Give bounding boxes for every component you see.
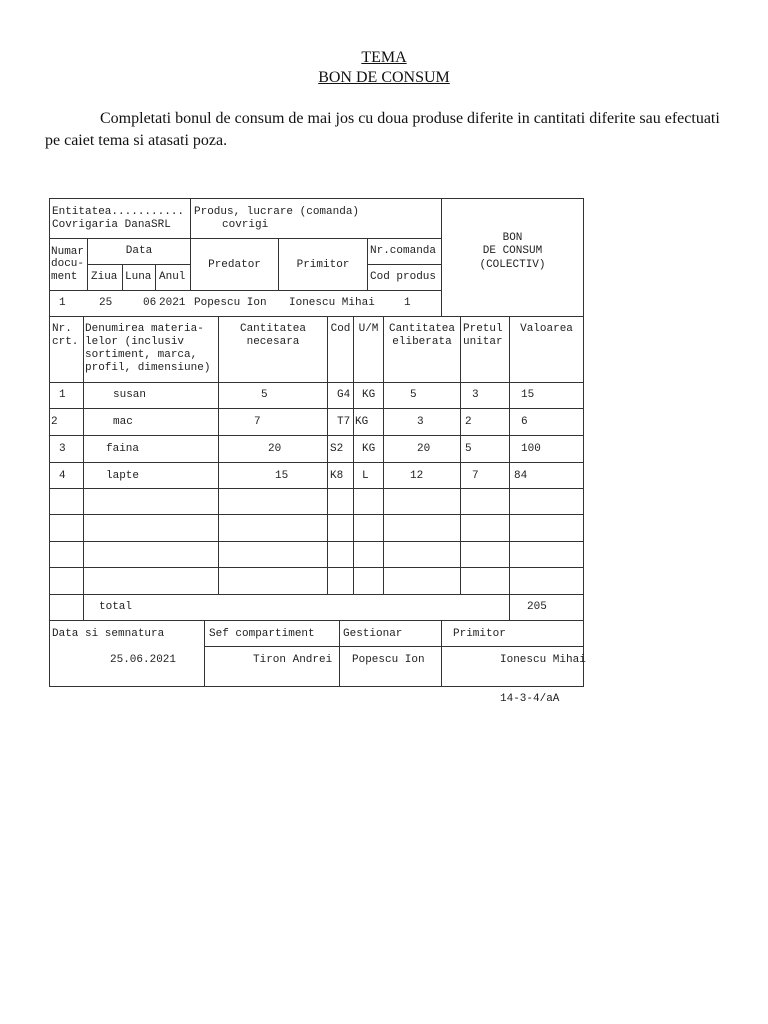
col-denumire-header: Denumirea materia- (85, 323, 204, 335)
order-no-label: Nr.comanda (370, 245, 437, 257)
product-code-label: Cod produs (370, 271, 437, 283)
sef-value: Tiron Andrei (253, 654, 333, 666)
item-name: lapte (106, 470, 140, 482)
item-nr: 3 (59, 443, 66, 455)
item-code: G4 (337, 389, 351, 401)
item-code: T7 (337, 416, 351, 428)
gestionar-value: Popescu Ion (352, 654, 425, 666)
col-um-header: U/M (358, 323, 379, 335)
col-denumire-header: sortiment, marca, (85, 349, 198, 361)
doc-number-label: ment (51, 271, 78, 283)
rule (339, 620, 340, 687)
rule (383, 316, 384, 594)
item-um: KG (362, 389, 376, 401)
col-denumire-header: lelor (inclusiv (85, 336, 185, 348)
item-nr: 2 (51, 416, 58, 428)
item-code: K8 (330, 470, 344, 482)
item-name: faina (106, 443, 140, 455)
rule (155, 264, 156, 290)
doc-number-value: 1 (59, 297, 66, 309)
item-qty-needed: 20 (268, 443, 282, 455)
item-value: 6 (521, 416, 528, 428)
predator-label: Predator (208, 259, 261, 271)
col-cant-eliberata-header: Cantitatea (388, 323, 455, 335)
rule (83, 316, 84, 620)
rule (49, 594, 584, 595)
item-unit-price: 3 (472, 389, 479, 401)
col-cant-eliberata-header: eliberata (392, 336, 452, 348)
rule (49, 435, 584, 436)
item-value: 84 (514, 470, 528, 482)
rule (367, 238, 368, 290)
bon-de-consum-form (49, 198, 584, 687)
item-code: S2 (330, 443, 344, 455)
item-qty-needed: 15 (275, 470, 289, 482)
item-value: 100 (521, 443, 541, 455)
col-valoare-header: Valoarea (520, 323, 573, 335)
total-value: 205 (527, 601, 547, 613)
item-qty-needed: 7 (254, 416, 261, 428)
entity-value: Covrigaria DanaSRL (52, 219, 171, 231)
rule (49, 567, 584, 568)
col-cant-necesara-header: necesara (246, 336, 300, 348)
title-tema: TEMA (361, 49, 407, 66)
item-nr: 1 (59, 389, 66, 401)
primitor-sign-value: Ionescu Mihai (500, 654, 586, 666)
rule (509, 316, 510, 620)
predator-value: Popescu Ion (194, 297, 267, 309)
rule (441, 620, 442, 687)
day-label: Ziua (91, 271, 118, 283)
order-no-value: 1 (404, 297, 411, 309)
day-value: 25 (99, 297, 113, 309)
item-unit-price: 2 (465, 416, 472, 428)
rule (204, 646, 584, 647)
instructions-paragraph: Completati bonul de consum de mai jos cu doua produse diferite in cantitati diferite sau efectuati pe caiet tema si atasati poza. (45, 110, 720, 149)
rule (49, 686, 584, 687)
col-nr-header: Nr. (52, 323, 72, 335)
document-title (0, 48, 768, 88)
col-nr-header: crt. (52, 336, 79, 348)
rule (460, 316, 461, 594)
rule (49, 514, 584, 515)
rule (49, 382, 584, 383)
rule (49, 462, 584, 463)
primitor-sign-label: Primitor (453, 628, 506, 640)
rule (190, 198, 191, 290)
rule (49, 620, 584, 621)
rule (49, 316, 584, 317)
gestionar-label: Gestionar (343, 628, 403, 640)
item-name: mac (113, 416, 133, 428)
doc-number-label: docu- (51, 258, 85, 270)
product-value: covrigi (222, 219, 269, 231)
sef-label: Sef compartiment (209, 628, 315, 640)
form-title-line: DE CONSUM (482, 245, 543, 257)
rule (49, 408, 584, 409)
form-title-line: BON (502, 232, 523, 244)
item-qty-released: 20 (417, 443, 431, 455)
item-nr: 4 (59, 470, 66, 482)
rule (122, 264, 123, 290)
item-qty-released: 12 (410, 470, 424, 482)
product-label: Produs, lucrare (comanda) (194, 206, 360, 218)
rule (49, 198, 50, 687)
rule (87, 264, 190, 265)
month-value: 06 (143, 297, 157, 309)
col-cant-necesara-header: Cantitatea (239, 323, 306, 335)
sign-date-label: Data si semnatura (52, 628, 165, 640)
year-label: Anul (159, 271, 186, 283)
rule (327, 316, 328, 594)
item-qty-released: 5 (410, 389, 417, 401)
rule (218, 316, 219, 594)
rule (49, 238, 441, 239)
rule (49, 541, 584, 542)
form-title-line: (COLECTIV) (479, 259, 546, 271)
item-name: susan (113, 389, 147, 401)
sign-date-value: 25.06.2021 (110, 654, 177, 666)
title-bon-de-consum: BON DE CONSUM (318, 69, 450, 86)
year-value: 2021 (159, 297, 186, 309)
item-unit-price: 7 (472, 470, 479, 482)
col-pret-header: Pretul (463, 323, 503, 335)
col-cod-header: Cod (330, 323, 351, 335)
item-qty-needed: 5 (261, 389, 268, 401)
item-um: L (362, 470, 369, 482)
rule (49, 488, 584, 489)
item-unit-price: 5 (465, 443, 472, 455)
item-value: 15 (521, 389, 535, 401)
col-pret-header: unitar (463, 336, 503, 348)
entity-label: Entitatea........... (52, 206, 185, 218)
col-denumire-header: profil, dimensiune) (85, 362, 211, 374)
rule (367, 264, 441, 265)
item-qty-released: 3 (417, 416, 424, 428)
item-um: KG (355, 416, 369, 428)
item-um: KG (362, 443, 376, 455)
primitor-label: Primitor (296, 259, 350, 271)
month-label: Luna (125, 271, 152, 283)
total-label: total (99, 601, 133, 613)
primitor-value: Ionescu Mihai (289, 297, 375, 309)
rule (583, 198, 584, 687)
rule (49, 290, 441, 291)
rule (49, 198, 584, 199)
doc-number-label: Numar (51, 246, 85, 258)
rule (353, 316, 354, 594)
date-label: Data (125, 245, 153, 257)
form-code: 14-3-4/aA (500, 693, 560, 705)
rule (204, 620, 205, 687)
